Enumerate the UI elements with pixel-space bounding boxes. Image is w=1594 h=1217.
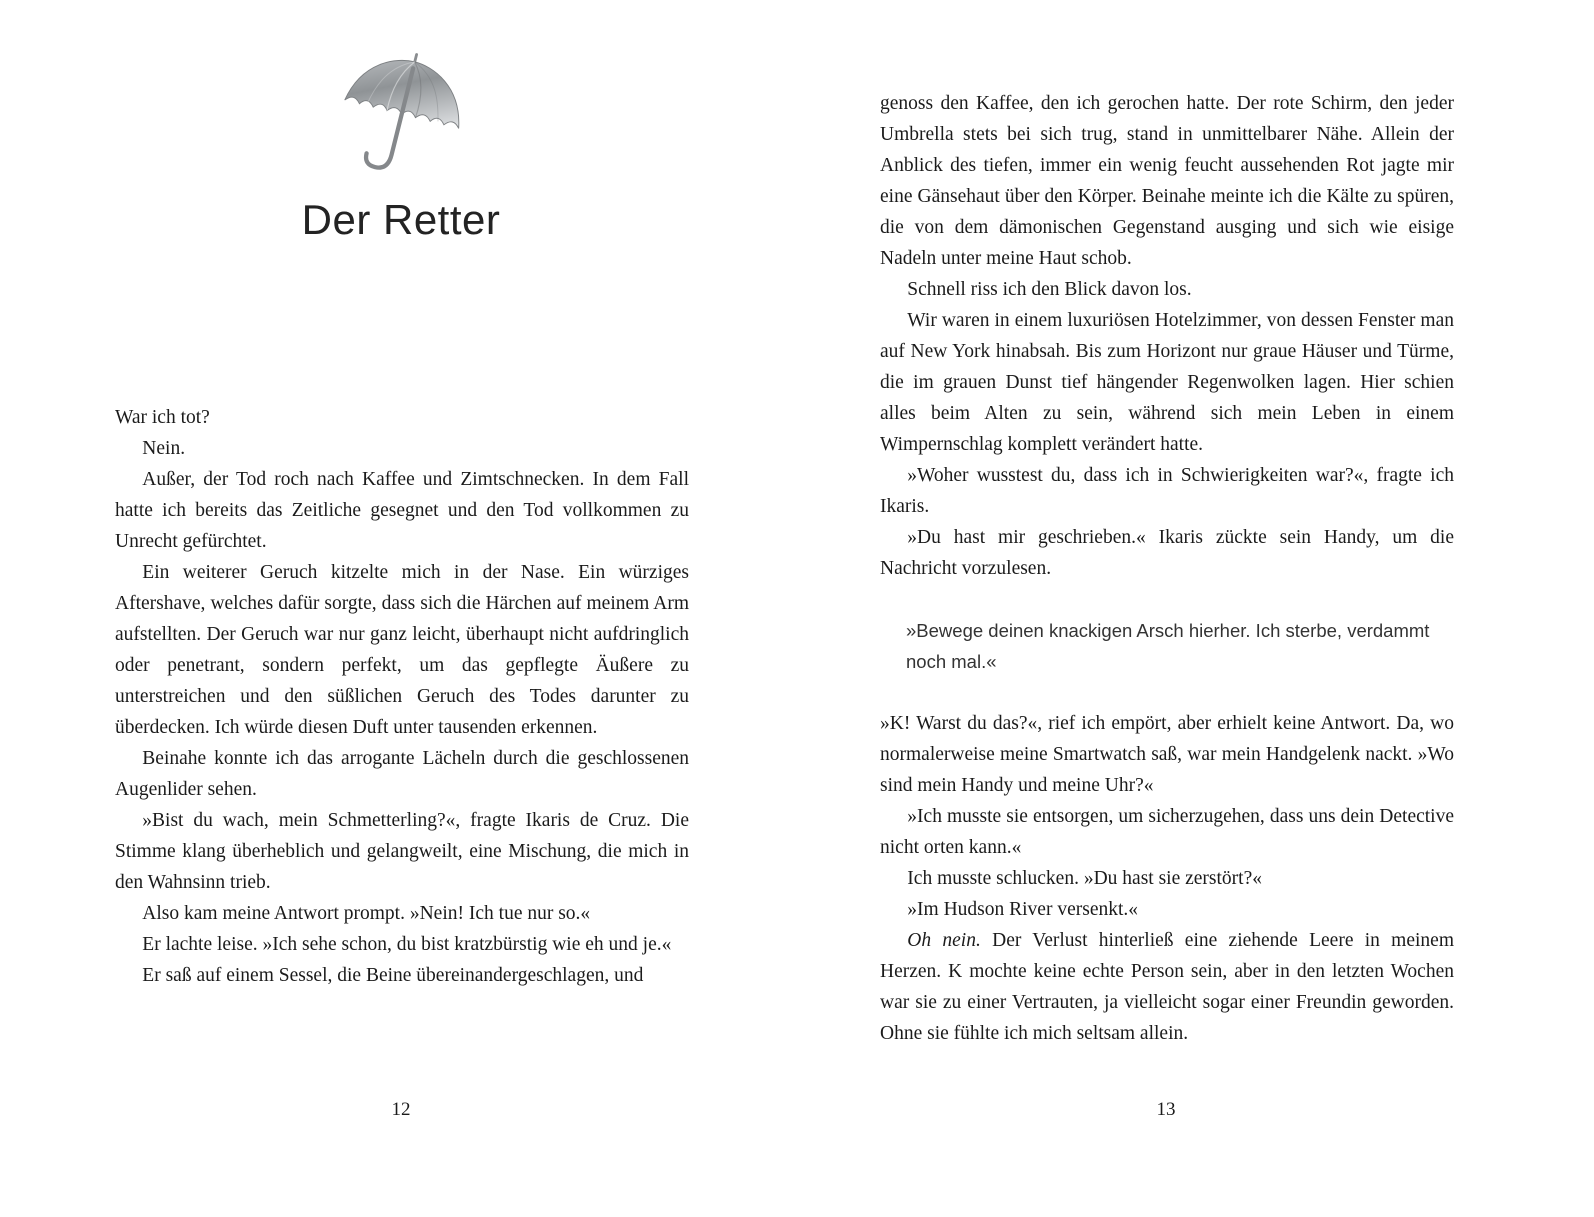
paragraph: Nein. [142, 438, 186, 459]
paragraph: »Du hast mir geschrieben.« Ikaris zückte sein Handy, um die Nachricht vorzulesen. [880, 527, 1454, 579]
paragraph: Er saß auf einem Sessel, die Beine übereinandergeschlagen, und [142, 965, 644, 986]
paragraph: Schnell riss ich den Blick davon los. [907, 279, 1192, 300]
paragraph: Außer, der Tod roch nach Kaffee und Zimtschnecken. In dem Fall hatte ich bereits das Zeitliche gesegnet und den Tod vollkommen zu Unrecht gefürchtet. [115, 469, 689, 552]
paragraph: Oh nein. Der Verlust hinterließ eine ziehende Leere in meinem Herzen. K mochte keine echte Person sein, aber in den letzten Wochen war sie zu einer Vertrauten, ja vielleicht sogar einer Freundin geworden. Ohne sie fühlte ich mich seltsam allein. [880, 930, 1454, 1044]
paragraph: Also kam meine Antwort prompt. »Nein! Ich tue nur so.« [142, 903, 591, 924]
page-right [797, 0, 1594, 1217]
chapter-title: Der Retter [301, 196, 501, 243]
paragraph: Wir waren in einem luxuriösen Hotelzimmer, von dessen Fenster man auf New York hinabsah. Bis zum Horizont nur graue Häuser und Türme, die im grauen Dunst tief hängender Regenwolken lagen. Hier schien alles beim Alten zu sein, während sich mein Leben in einem Wimpernschlag komplett verändert hatte. [880, 310, 1454, 455]
paragraph: »Ich musste sie entsorgen, um sicherzugehen, dass uns dein Detective nicht orten kann.« [880, 806, 1454, 858]
page-number-left: 12 [391, 1099, 411, 1120]
page-left-text [115, 402, 689, 991]
page-right-text [880, 88, 1454, 1049]
paragraph: »Woher wusstest du, dass ich in Schwierigkeiten war?«, fragte ich Ikaris. [880, 465, 1454, 517]
paragraph: Ich musste schlucken. »Du hast sie zerstört?« [907, 868, 1262, 889]
paragraph: Ein weiterer Geruch kitzelte mich in der Nase. Ein würziges Aftershave, welches dafür sorgte, dass sich die Härchen auf meinem Arm aufstellten. Der Geruch war nur ganz leicht, überhaupt nicht aufdringlich oder penetrant, sondern perfekt, um das gepflegte Äußere zu unterstreichen und den süßlichen Geruch des Todes darunter zu überdecken. Ich würde diesen Duft unter tausenden erkennen. [115, 562, 689, 738]
paragraph: »Im Hudson River versenkt.« [907, 899, 1139, 920]
italic-lead: Oh nein. [907, 930, 993, 951]
paragraph: Er lachte leise. »Ich sehe schon, du bist kratzbürstig wie eh und je.« [142, 934, 672, 955]
page-number-right: 13 [1156, 1099, 1176, 1120]
paragraph: »Bist du wach, mein Schmetterling?«, fragte Ikaris de Cruz. Die Stimme klang überheblich und gelangweilt, eine Mischung, die mich in den Wahnsinn trieb. [115, 810, 689, 893]
paragraph: Beinahe konnte ich das arrogante Lächeln durch die geschlossenen Augenlider sehen. [115, 748, 689, 800]
umbrella-illustration [115, 46, 687, 188]
paragraph: War ich tot? [115, 407, 210, 428]
phone-message-text: »Bewege deinen knackigen Arsch hierher. Ich sterbe, verdammt noch mal.« [906, 620, 1430, 672]
paragraph: genoss den Kaffee, den ich gerochen hatte. Der rote Schirm, den jeder Umbrella stets bei sich trug, stand in unmittelbarer Nähe. Allein der Anblick des tiefen, immer ein wenig feucht aussehenden Rot jagte mir eine Gänsehaut über den Körper. Beinahe meinte ich die Kälte zu spüren, die von dem dämonischen Gegenstand ausging und sich wie eisige Nadeln unter meine Haut schob. [880, 93, 1454, 269]
umbrella-icon [325, 46, 477, 188]
paragraph: »K! Warst du das?«, rief ich empört, aber erhielt keine Antwort. Da, wo normalerweise meine Smartwatch saß, war mein Handgelenk nackt. »Wo sind mein Handy und meine Uhr?« [880, 713, 1454, 796]
